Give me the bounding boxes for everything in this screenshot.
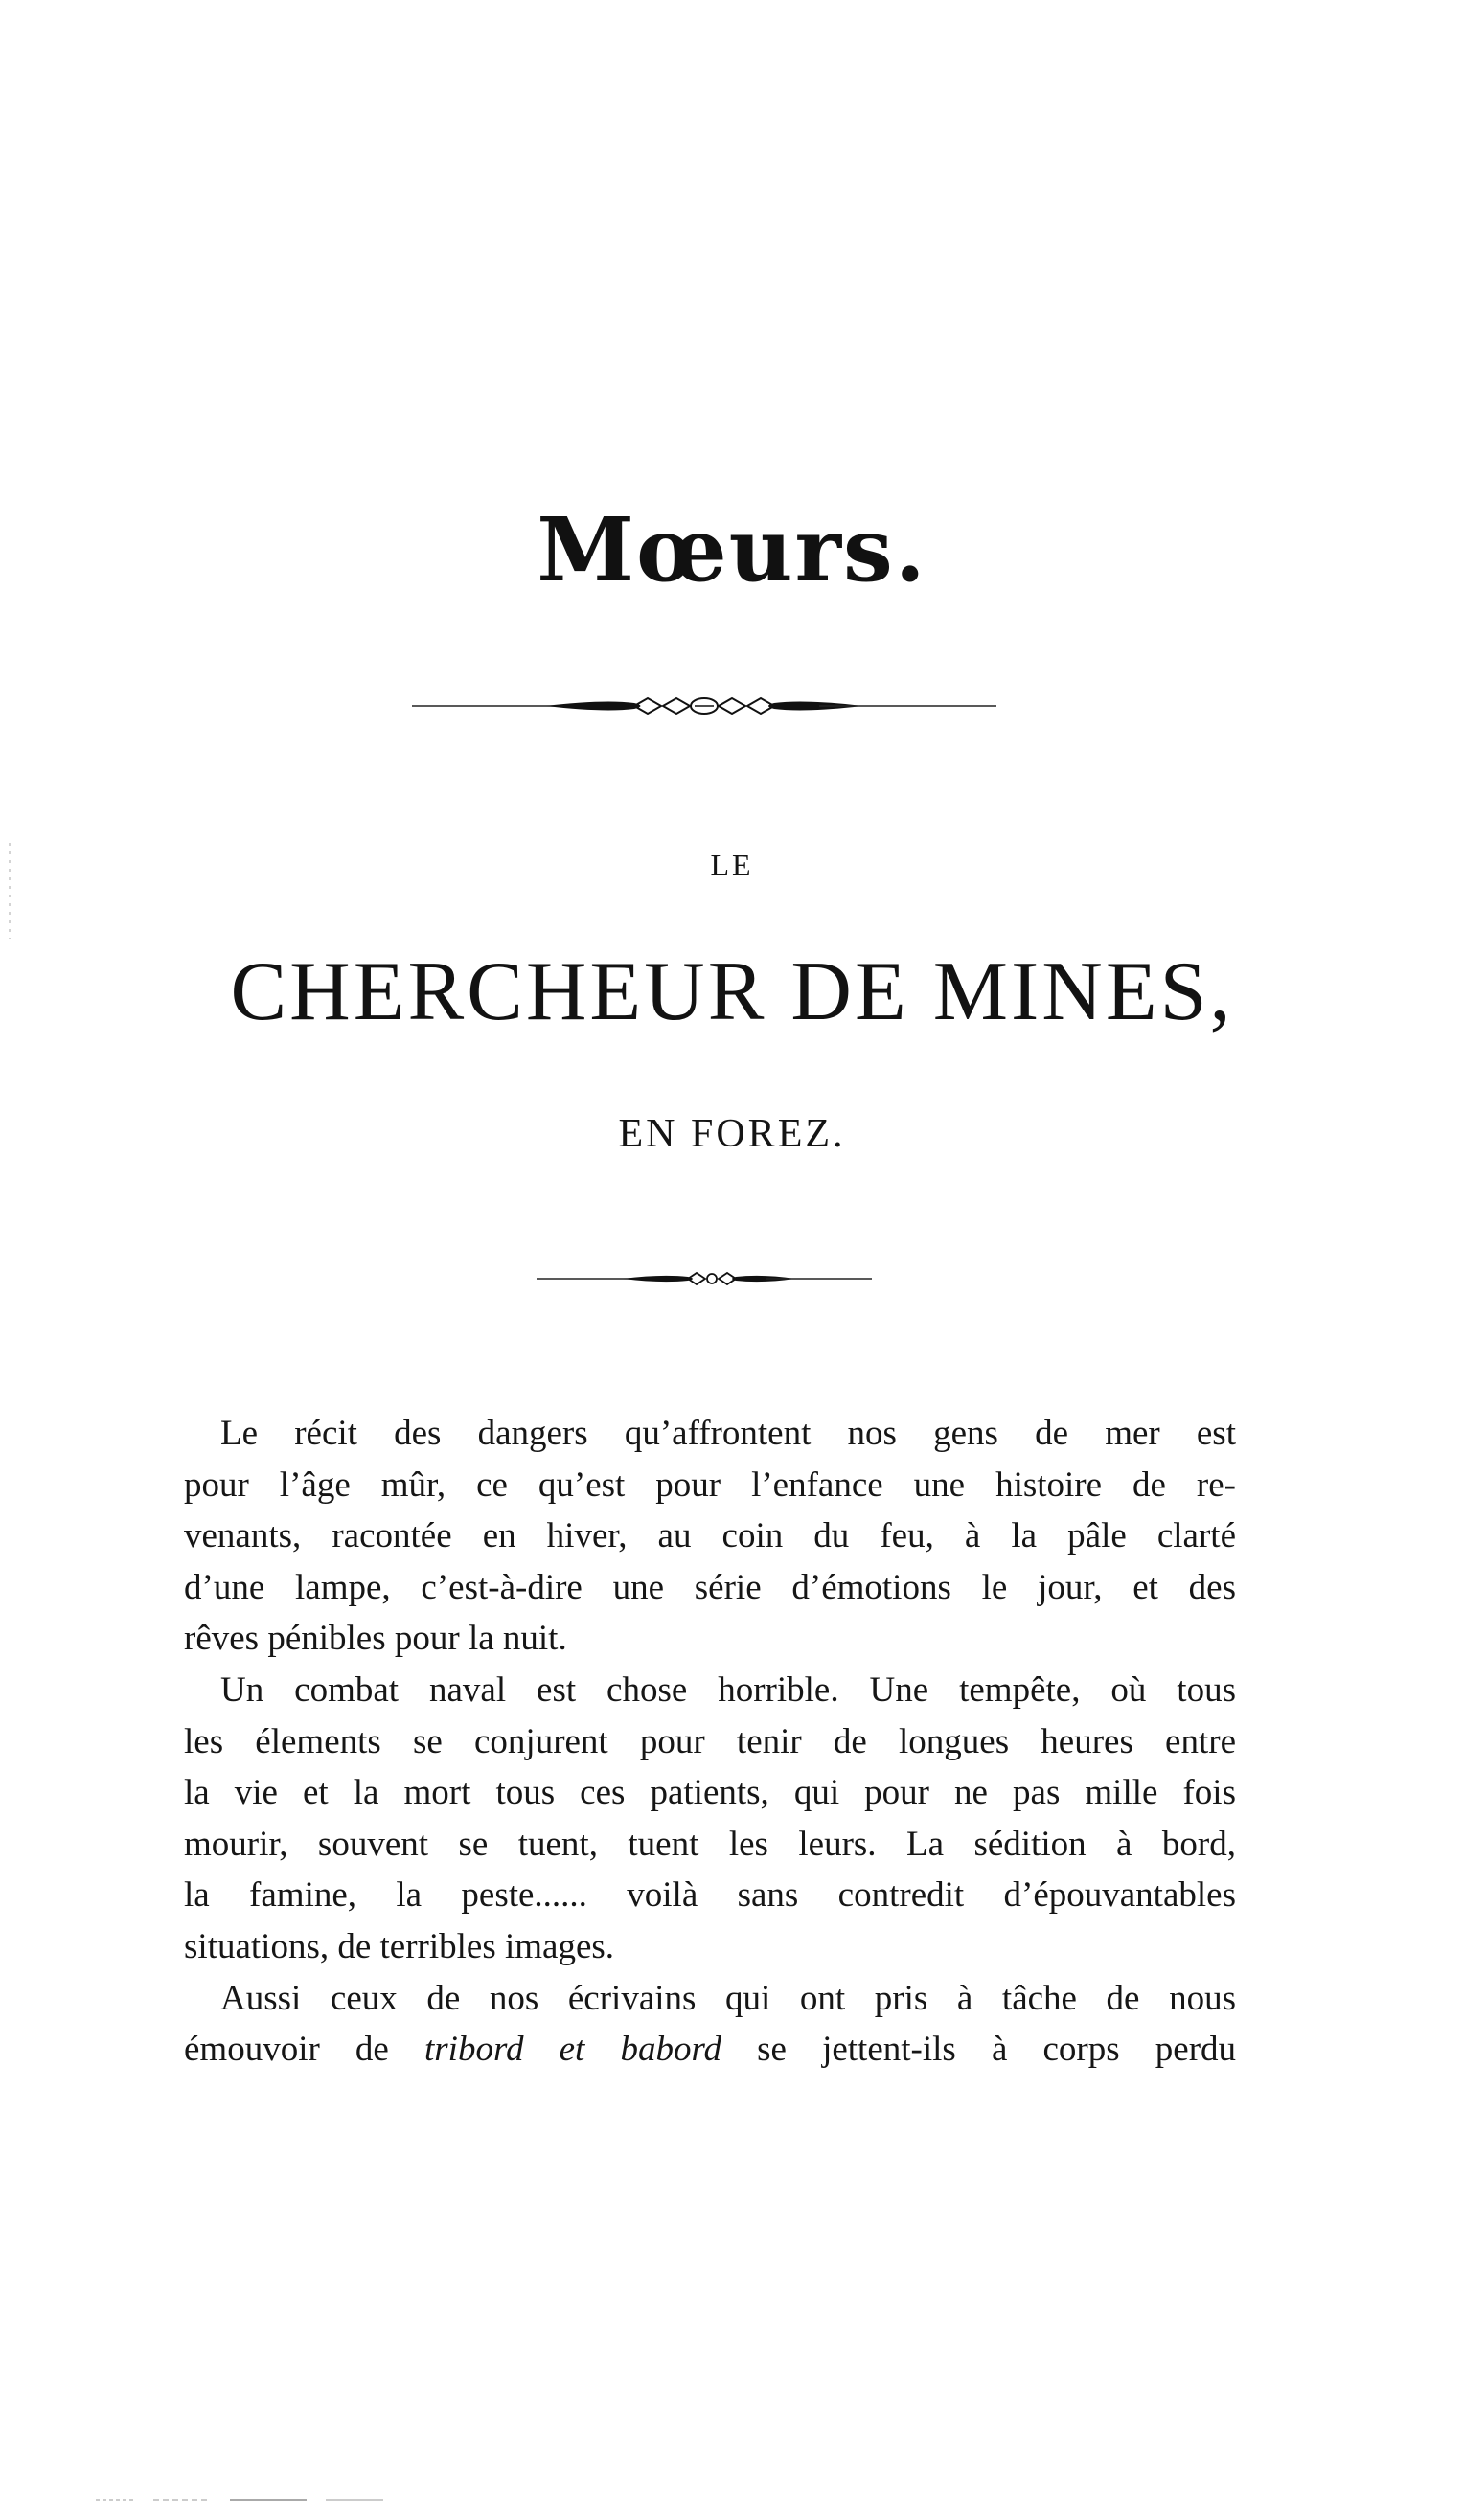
text-line: venants, racontée en hiver, au coin du feu, à la pâle clarté xyxy=(184,1516,1236,1556)
text-line: rêves pénibles pour la nuit. xyxy=(184,1619,567,1659)
paragraph-3 xyxy=(184,1973,1236,2076)
subtitle: EN FOREZ. xyxy=(618,1112,846,1156)
title-kicker: LE xyxy=(710,848,754,882)
text-run: se jettent-ils à corps perdu xyxy=(721,2030,1237,2070)
text-line: situations, de terribles images. xyxy=(184,1926,615,1966)
bottom-ornament-divider xyxy=(537,1260,872,1298)
text-line: la vie et la mort tous ces patients, qui pour ne pas mille fois xyxy=(184,1773,1236,1813)
scan-side-marks xyxy=(8,843,11,939)
text-line: pour l’âge mûr, ce qu’est pour l’enfance une histoire de re- xyxy=(184,1464,1236,1505)
text-line: Le récit des dangers qu’affrontent nos gens de mer est xyxy=(220,1414,1236,1453)
text-line: mourir, souvent se tuent, tuent les leurs. La sédition à bord, xyxy=(184,1824,1236,1864)
section-heading: Mœurs. xyxy=(537,498,927,602)
text-line: Un combat naval est chose horrible. Une tempête, où tous xyxy=(220,1669,1236,1710)
scan-edge-marks xyxy=(96,2496,383,2504)
italic-text-run: tribord et babord xyxy=(424,2030,721,2070)
text-line: Aussi ceux de nos écrivains qui ont pris à tâche de nous xyxy=(220,1978,1236,2018)
body-text xyxy=(184,1408,1236,2076)
text-line-mixed xyxy=(184,2024,1236,2076)
text-line: d’une lampe, c’est-à-dire une série d’émotions le jour, et des xyxy=(184,1567,1236,1607)
text-line: la famine, la peste...... voilà sans contredit d’épouvantables xyxy=(184,1875,1236,1916)
top-ornament-divider xyxy=(412,682,996,730)
text-line: les élements se conjurent pour tenir de longues heures entre xyxy=(184,1721,1236,1761)
paragraph-1 xyxy=(184,1408,1236,1665)
text-run: émouvoir de xyxy=(184,2030,424,2070)
main-title: CHERCHEUR DE MINES, xyxy=(230,945,1234,1038)
paragraph-2 xyxy=(184,1665,1236,1973)
